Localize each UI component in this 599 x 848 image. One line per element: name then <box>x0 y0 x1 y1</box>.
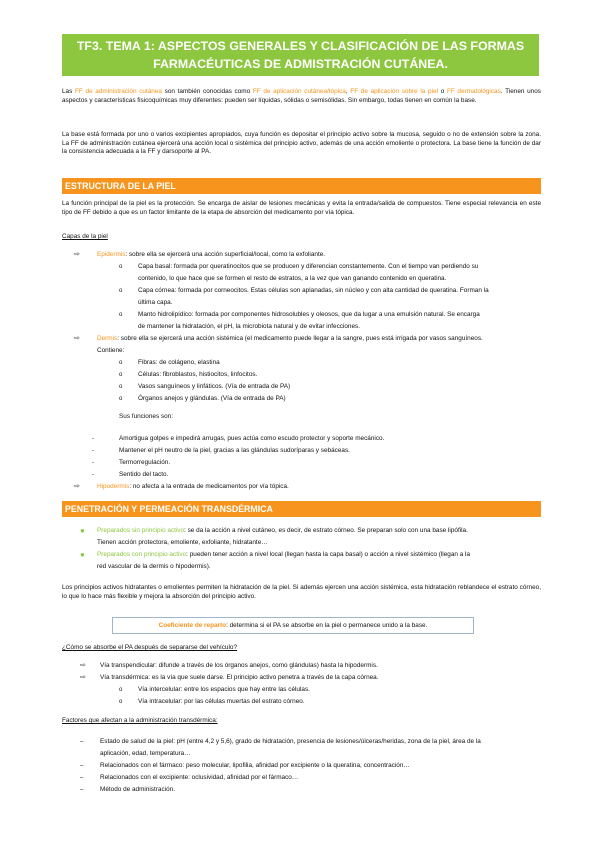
bullet-icon: o <box>119 312 123 318</box>
hipodermis-text: : no afecta a la entrada de medicamentos por vía tópica. <box>129 483 289 490</box>
dermis-subitem: Órganos anejos y glándulas. (Vía de entrada de PA) <box>138 395 286 402</box>
dash-bullet-icon: - <box>92 460 94 466</box>
dash-bullet-icon: - <box>92 436 94 442</box>
dash-bullet-icon: - <box>92 448 94 454</box>
dash-bullet-icon: – <box>80 763 84 769</box>
epi-item: Capa córnea: formada por corneocitos. Estas células son aplanadas, sin núcleo y con alta cantidad de queratina. Forman la <box>138 287 489 294</box>
factor-item: Método de administración. <box>100 786 175 793</box>
via-item: Vía transpendicular: difunde a través de los órganos anejos, como glándulas) hasta la hipodermis. <box>100 662 378 669</box>
factor-item: Relacionados con el fármaco: peso molecular, lipofilia, afinidad por excipiente o la queratina, concentración… <box>100 762 410 769</box>
epidermis-text: : sobre ella se ejercerá una acción superficial/local, como la exfoliante. <box>125 251 326 258</box>
epidermis-label: Epidermis <box>97 251 126 258</box>
prep1-item <box>97 527 468 536</box>
text: , <box>345 88 351 95</box>
dash-bullet-icon: – <box>80 739 84 745</box>
bullet-icon: o <box>119 264 123 270</box>
epi-item: de mantener la hidratación, el pH, la microbiota natural y de evitar infecciones. <box>138 323 361 330</box>
hipodermis-item <box>97 483 289 492</box>
section1-paragraph: La función principal de la piel es la protección. Se encarga de aislar de lesiones mecánicas y evita la entrada/salida de compuestos. Tiene especial relevancia en este tipo de FF debido a que es un factor limitante de la etapa de absorción del medicamento por vía tópica. <box>62 200 541 216</box>
via-subitem: Vía intercelular: entre los espacios que hay entre las células. <box>138 686 310 693</box>
arrow-right-icon: ⇨ <box>74 483 80 490</box>
arrow-right-icon: ⇨ <box>80 674 86 681</box>
prep2-text: : pueden tener acción a nivel local (llegan hasta la capa basal) o acción a nivel sistémico (llegan a la <box>186 551 471 558</box>
section-heading-estructura: ESTRUCTURA DE LA PIEL <box>62 178 541 194</box>
dermis-subitem: Vasos sanguíneos y linfáticos. (Vía de entrada de PA) <box>138 383 291 390</box>
prep2-line2: red vascular de la dermis o hipodermis). <box>97 563 211 570</box>
text: . Tienen unos aspectos y características fisicoquímicas muy diferentes: pueden ser líquidas, sólidas o semisólidas. Sin embargo, todas tienen en común la base. <box>62 88 541 104</box>
box-text: : determina si el PA se absorbe en la piel o permanece unido a la base. <box>226 622 428 629</box>
functions-title: Sus funciones son: <box>119 413 173 420</box>
function-item: Mantener el pH neutro de la piel, gracias a las glándulas sudoríparas y sebáceas. <box>119 447 350 454</box>
section-heading-penetracion: PENETRACIÓN Y PERMEACIÓN TRANSDÉRMICA <box>62 501 541 517</box>
bullet-icon: o <box>119 372 123 378</box>
intro-paragraph-2: La base está formada por uno o varios excipientes apropiados, cuya función es depositar el principio activo sobre la mucosa, seguido o no de extensión sobre la zona. La FF de administración cutánea ejercerá una acción local o sistémica del principio activo, además de una acción emoliente o protectora. La base tiene la función de dar la consistencia adecuada a la FF y darsoporte al PA. <box>62 131 541 156</box>
dash-bullet-icon: – <box>80 775 84 781</box>
dash-bullet-icon: - <box>92 472 94 478</box>
dermis-label: Dermis <box>97 335 118 342</box>
function-item: Amortigua golpes e impedirá arrugas, pues actúa como escudo protector y soporte mecánico. <box>119 435 385 442</box>
hidratacion-paragraph: Los principios activos hidratantes o emolientes permiten la hidratación de la piel. Si además ejercen una acción sistémica, esta hidratación reblandece el estrato córneo, lo que lo hace más flexible y mejora la absorción del principio activo. <box>62 584 541 600</box>
bullet-icon: o <box>119 687 123 693</box>
highlight-text: FF de aplicación cutánea/tópica <box>252 88 346 95</box>
bullet-icon: ● <box>80 526 85 535</box>
prep2-label: Preparados con principio activo <box>97 551 187 558</box>
prep1-label: Preparados sin principio activo <box>97 527 185 534</box>
text: son también conocidas como <box>161 88 253 95</box>
prep1-text: : se da la acción a nivel cutáneo, es decir, de estrato córneo. Se preparan solo con una base lipófila. <box>184 527 468 534</box>
text: Las <box>62 88 75 95</box>
prep1-line2: Tienen acción protectora, emoliente, exfoliante, hidratante… <box>97 539 268 546</box>
highlight-text: FF de aplicación sobre la piel <box>350 88 438 95</box>
arrow-right-icon: ⇨ <box>74 335 80 342</box>
via-item: Vía transdérmica: es la vía que suele darse. El principio activo penetra a través de la capa córnea. <box>100 674 379 681</box>
coeficiente-box <box>112 617 474 634</box>
dermis-text: : sobre ella se ejercerá una acción sistémica (el medicamento puede llegar a la sangre, pues está irrigada por vasos sanguíneos. <box>117 335 483 342</box>
intro-paragraph-1 <box>62 88 541 105</box>
document-title <box>62 34 539 76</box>
layers-title: Capas de la piel <box>62 233 108 240</box>
epi-item: última capa. <box>138 299 173 306</box>
title-line-2: FARMACÉUTICAS DE ADMISTRACIÓN CUTÁNEA. <box>153 56 448 71</box>
epi-item: Capa basal: formada por queratinocitos que se producen y diferencian constantemente. Con el tiempo van perdiendo su <box>138 263 479 270</box>
dash-bullet-icon: – <box>80 787 84 793</box>
highlight-text: FF dermatológicas <box>446 88 501 95</box>
dermis-subitem: Células: fibroblastos, histiocitos, linfocitos. <box>138 371 258 378</box>
hipodermis-label: Hipodermis <box>97 483 130 490</box>
dermis-item <box>97 335 483 344</box>
contiene-label: Contiene: <box>97 347 125 354</box>
text: o <box>438 88 447 95</box>
highlight-text: FF de administración cutánea <box>75 88 162 95</box>
bullet-icon: o <box>119 360 123 366</box>
dermis-subitem: Fibras: de colágeno, elastina <box>138 359 220 366</box>
box-label: Coeficiente de reparto <box>158 622 227 629</box>
prep2-item <box>97 551 470 560</box>
bullet-icon: o <box>119 288 123 294</box>
arrow-right-icon: ⇨ <box>80 662 86 669</box>
epidermis-item <box>97 251 325 260</box>
arrow-right-icon: ⇨ <box>74 251 80 258</box>
question-title: ¿Cómo se absorbe el PA después de separarse del vehículo? <box>62 644 238 651</box>
bullet-icon: o <box>119 384 123 390</box>
epi-item: contenido, lo que hace que se formen el resto de estratos, a la vez que van ganando contenido en queratina. <box>138 275 447 282</box>
bullet-icon: ● <box>80 550 85 559</box>
via-subitem: Vía intracelular: por las células muertas del estrato córneo. <box>138 698 305 705</box>
title-line-1: TF3. TEMA 1: ASPECTOS GENERALES Y CLASIFICACIÓN DE LAS FORMAS <box>76 39 525 53</box>
factor-item: aplicación, edad, temperatura… <box>100 750 191 757</box>
factor-item: Relacionados con el excipiente: oclusividad, afinidad por el fármaco… <box>100 774 299 781</box>
bullet-icon: o <box>119 699 123 705</box>
epi-item: Manto hidrolipídico: formada por componentes hidrosolubles y oleosos, que da lugar a una emulsión natural. Se encarga <box>138 311 480 318</box>
factors-title: Factores que afectan a la administración transdérmica: <box>62 717 218 724</box>
bullet-icon: o <box>119 396 123 402</box>
factor-item: Estado de salud de la piel: pH (entre 4,2 y 5,6), grado de hidratación, presencia de lesiones/úlceras/heridas, zona de la piel, área de la <box>100 738 481 745</box>
function-item: Termorregulación. <box>119 459 171 466</box>
function-item: Sentido del tacto. <box>119 471 169 478</box>
